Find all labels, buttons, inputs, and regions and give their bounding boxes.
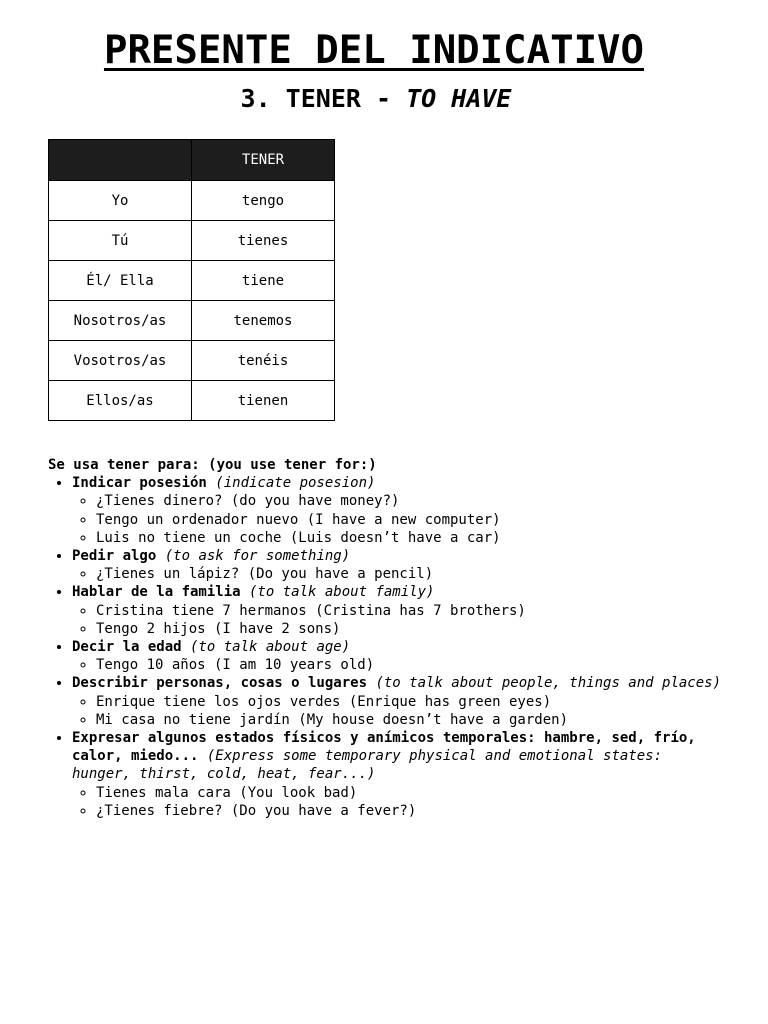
usage-item <box>72 474 728 547</box>
usage-title: Decir la edad <box>72 639 182 656</box>
table-header-cell: TENER <box>192 140 335 181</box>
usage-item <box>72 674 728 729</box>
subtitle-translation: TO HAVE <box>406 84 512 113</box>
usage-translation: (to talk about people, things and places) <box>367 675 722 692</box>
usage-translation: (to ask for something) <box>156 548 351 565</box>
pronoun-cell: Nosotros/as <box>49 301 192 341</box>
table-header-row <box>49 140 335 181</box>
usage-heading: Se usa tener para: (you use tener for:) <box>48 457 377 473</box>
example-list <box>72 693 728 729</box>
example-item: ◦ Tengo 10 años (I am 10 years old) <box>96 656 728 674</box>
example-list <box>72 784 728 820</box>
pronoun-cell: Ellos/as <box>49 381 192 421</box>
example-item: ◦ Tengo un ordenador nuevo (I have a new computer) <box>96 511 728 529</box>
usage-translation: (indicate posesion) <box>206 475 376 492</box>
example-item: ◦ Cristina tiene 7 hermanos (Cristina has 7 brothers) <box>96 602 728 620</box>
example-item: ◦ Tengo 2 hijos (I have 2 sons) <box>96 620 728 638</box>
example-item: ◦ Luis no tiene un coche (Luis doesn’t have a car) <box>96 529 728 547</box>
example-list <box>72 656 728 674</box>
example-item: ◦ Enrique tiene los ojos verdes (Enrique has green eyes) <box>96 693 728 711</box>
table-row <box>49 261 335 301</box>
verb-form-cell: tenéis <box>192 341 335 381</box>
usage-title: Pedir algo <box>72 548 157 565</box>
pronoun-cell: Tú <box>49 221 192 261</box>
example-item: ◦ Tienes mala cara (You look bad) <box>96 784 728 802</box>
table-header-cell <box>49 140 192 181</box>
usage-item <box>72 583 728 638</box>
conjugation-table <box>48 139 335 421</box>
example-item: ◦ ¿Tienes fiebre? (Do you have a fever?) <box>96 802 728 820</box>
subtitle-prefix: 3. TENER - <box>240 84 407 113</box>
verb-form-cell: tienes <box>192 221 335 261</box>
table-row <box>49 301 335 341</box>
example-list <box>72 492 728 547</box>
example-item: ◦ ¿Tienes un lápiz? (Do you have a pencil) <box>96 565 728 583</box>
usage-list <box>48 474 728 820</box>
usage-notes <box>48 456 728 820</box>
usage-title: Expresar algunos estados físicos y anímicos temporales: hambre, sed, frío, calor, miedo... <box>72 730 696 765</box>
example-list <box>72 565 728 583</box>
usage-title: Indicar posesión <box>72 475 207 492</box>
page-subtitle <box>0 82 752 116</box>
usage-item <box>72 547 728 583</box>
pronoun-cell: Yo <box>49 181 192 221</box>
verb-form-cell: tenemos <box>192 301 335 341</box>
usage-title: Describir personas, cosas o lugares <box>72 675 368 692</box>
table-row <box>49 381 335 421</box>
pronoun-cell: Vosotros/as <box>49 341 192 381</box>
verb-form-cell: tiene <box>192 261 335 301</box>
usage-translation: (to talk about age) <box>181 639 351 656</box>
example-item: ◦ Mi casa no tiene jardín (My house doesn’t have a garden) <box>96 711 728 729</box>
page-title <box>0 26 748 76</box>
table-row <box>49 181 335 221</box>
pronoun-cell: Él/ Ella <box>49 261 192 301</box>
page-title-text: PRESENTE DEL INDICATIVO <box>103 28 645 73</box>
usage-item <box>72 729 728 820</box>
usage-item <box>72 638 728 674</box>
example-list <box>72 602 728 638</box>
usage-title: Hablar de la familia <box>72 584 241 601</box>
usage-translation: (Express some temporary physical and emotional states: hunger, thirst, cold, heat, fear...) <box>72 748 663 783</box>
table-row <box>49 341 335 381</box>
example-item: ◦ ¿Tienes dinero? (do you have money?) <box>96 492 728 510</box>
verb-form-cell: tengo <box>192 181 335 221</box>
usage-translation: (to talk about family) <box>240 584 435 601</box>
table-row <box>49 221 335 261</box>
verb-form-cell: tienen <box>192 381 335 421</box>
